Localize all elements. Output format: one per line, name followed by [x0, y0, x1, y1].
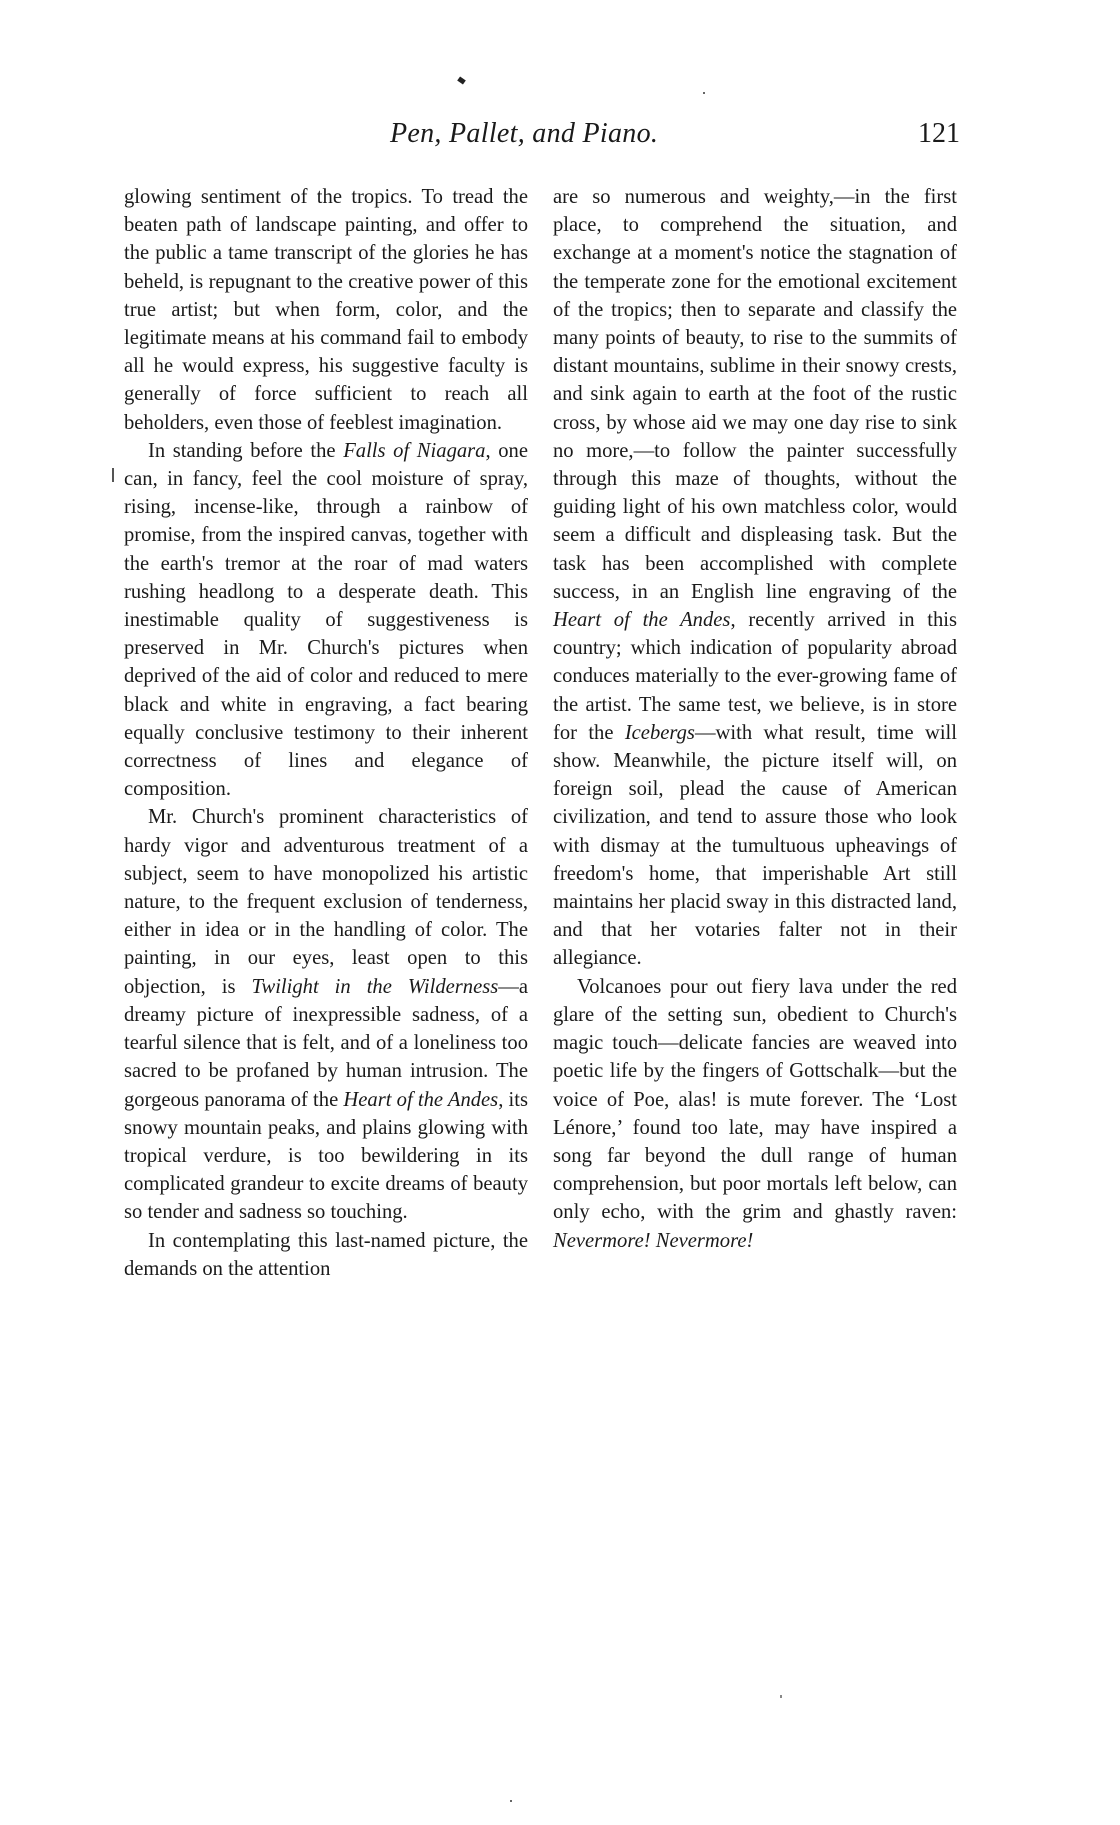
text-run: In standing before the [148, 439, 344, 462]
paragraph [124, 437, 528, 804]
right-column [553, 183, 957, 1255]
text-run: —with what result, time will show. Meanwhile, the picture itself will, on foreign soil, plead the cause of American civilization, and tend to assure those who look with dismay at the tumultuous upheavings of freedom's home, that imperishable Art still maintains her placid sway in this distracted land, and that her votaries falter not in their allegiance. [553, 721, 958, 970]
text-run: Volcanoes pour out fiery lava under the red glare of the setting sun, obedient to Church's magic touch—delicate fancies are weaved into poetic life by the fingers of Gottschalk—but the voice of Poe, alas! is mute forever. The ‘Lost Lénore,’ found too late, may have inspired a song far beyond the dull range of human comprehension, but poor mortals left below, can only echo, with the grim and ghastly raven: [553, 975, 957, 1224]
text-run: Mr. Church's prominent characteristics of hardy vigor and adventurous treatment of a subject, seem to have monopolized his artistic nature, to the frequent exclusion of tenderness, either in idea or in the handling of color. The painting, in our eyes, least open to this objection, is [124, 806, 528, 998]
running-title: Pen, Pallet, and Piano. [390, 118, 659, 149]
ink-speck [703, 92, 705, 94]
margin-mark [112, 468, 114, 482]
page-number: 121 [918, 118, 960, 149]
paragraph [553, 973, 957, 1255]
text-run: are so numerous and weighty,—in the first place, to comprehend the situation, and exchange at a moment's notice the stagnation of the temperate zone for the emotional excitement of the tropics; then to separate and classify the many points of beauty, to rise to the summits of distant mountains, sublime in their snowy crests, and sink again to earth at the foot of the rustic cross, by whose aid we may one day rise to sink no more,—to follow the painter successfully through this maze of thoughts, without the guiding light of his own matchless color, would seem a difficult and displeasing task. But the task has been accomplished with complete success, in an English line engraving of the [553, 186, 957, 603]
text-run: , recently arrived in this country; which indication of popularity abroad conduces materially to the ever-growing fame of the artist. The same test, we believe, is in store for the [553, 609, 957, 744]
text-run: , its snowy mountain peaks, and plains glowing with tropical verdure, is too bewildering in its complicated grandeur to excite dreams of beauty so tender and sadness so touching. [124, 1088, 528, 1224]
italic-title: Icebergs [624, 721, 695, 744]
text-run: glowing sentiment of the tropics. To tread the beaten path of landscape painting, and offer to the public a tame transcript of the glories he has beheld, is repugnant to the creative power of this true artist; but when form, color, and the legitimate means at his command fail to embody all he would express, his suggestive faculty is generally of force sufficient to reach all beholders, even those of feeblest imagination. [124, 186, 528, 434]
left-column [124, 183, 528, 1283]
italic-title: Nevermore! Nevermore! [553, 1229, 754, 1252]
ink-speck [780, 1695, 782, 1698]
paragraph [553, 183, 957, 973]
paragraph [124, 183, 528, 437]
italic-title: Falls of Niagara [343, 439, 486, 462]
text-run: —a dreamy picture of inexpressible sadness, of a tearful silence that is felt, and of a loneliness too sacred to be profaned by human intrusion. The gorgeous panorama of the [124, 975, 528, 1111]
text-run: , one can, in fancy, feel the cool moisture of spray, rising, incense-like, through a rainbow of promise, from the inspired canvas, together with the earth's tremor at the roar of mad waters rushing headlong to a desperate death. This inestimable quality of suggestiveness is preserved in Mr. Church's pictures when deprived of the aid of color and reduced to mere black and white in engraving, a fact bearing equally conclusive testimony to their inherent correctness of lines and elegance of composition. [124, 439, 528, 801]
italic-title: Twilight in the Wilderness [251, 975, 499, 998]
running-head [120, 118, 960, 158]
text-run: In contemplating this last-named picture, the demands on the attention [124, 1229, 528, 1280]
paragraph [124, 1227, 528, 1283]
paragraph [124, 803, 528, 1226]
italic-title: Heart of the Andes [343, 1088, 499, 1111]
ink-mark [457, 76, 466, 84]
ink-speck [510, 1800, 512, 1802]
italic-title: Heart of the Andes [553, 609, 731, 632]
